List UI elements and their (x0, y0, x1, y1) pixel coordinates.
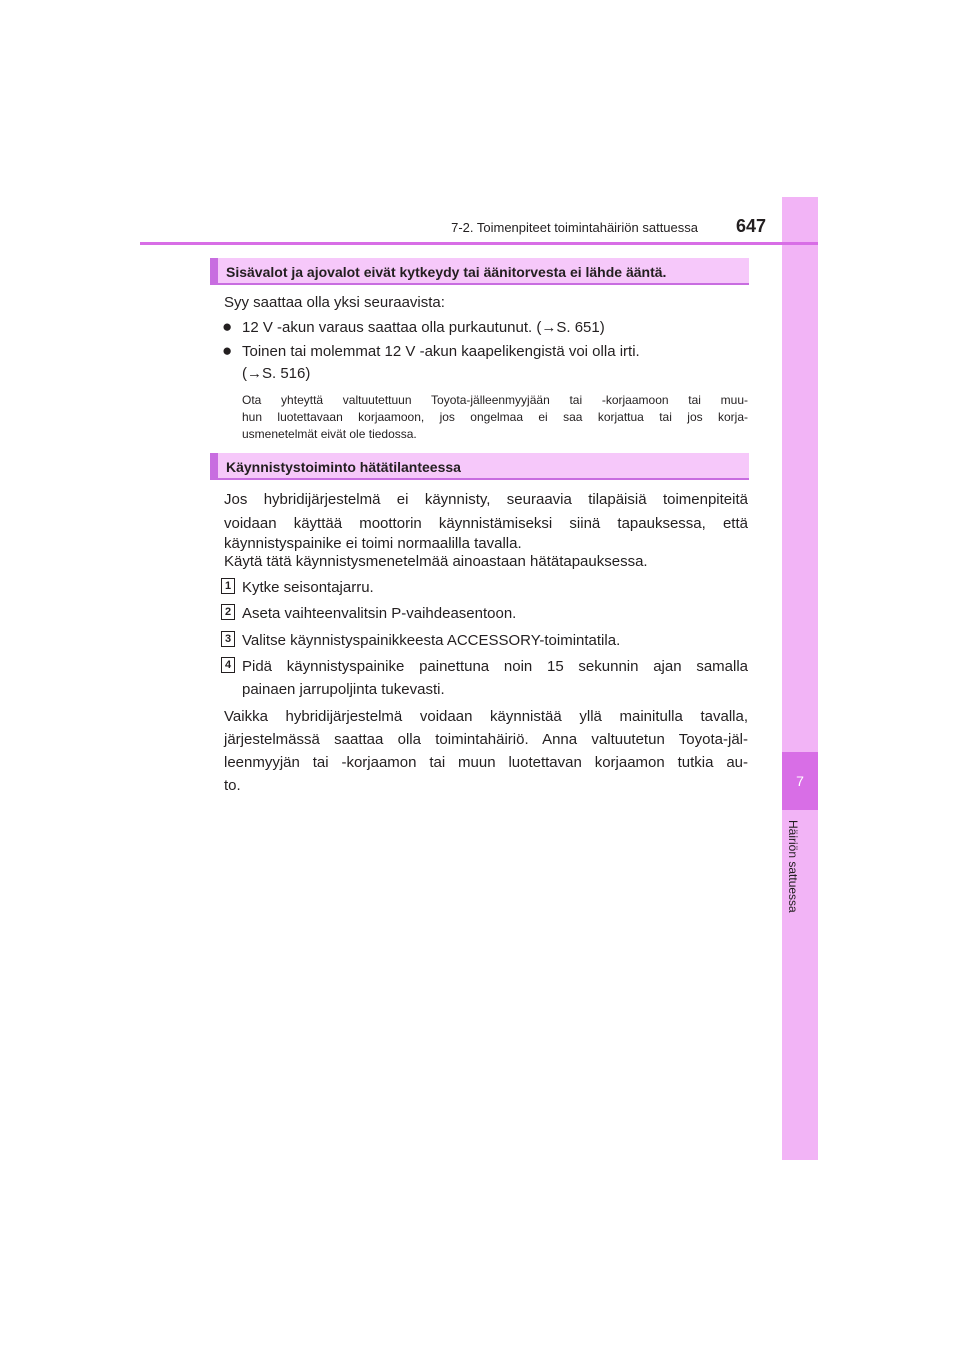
step-number-4: 4 (221, 657, 235, 673)
para2-line-3: leenmyyjän tai -korjaamon tai muun luotettavan korjaamon tutkia au- (224, 754, 748, 771)
running-header-title: 7-2. Toimenpiteet toimintahäiriön sattuessa (451, 220, 698, 235)
para2-line-1: Vaikka hybridijärjestelmä voidaan käynnistää yllä mainitulla tavalla, (224, 708, 748, 725)
section-heading-emergency-start: Käynnistystoiminto hätätilanteessa (210, 453, 749, 480)
para1-line-1: Jos hybridijärjestelmä ei käynnisty, seuraavia tilapäisiä toimenpiteitä (224, 491, 748, 508)
chapter-side-tab (782, 197, 818, 1160)
para2-line-2: järjestelmässä saattaa olla toimintahäiriö. Anna valtuutetun Toyota-jäl- (224, 731, 748, 748)
chapter-number-badge: 7 (782, 752, 818, 810)
chapter-title-vertical: Häiriön sattuessa (786, 820, 800, 913)
bullet-2-reference: (→S. 516) (242, 365, 311, 382)
step-4-text: Pidä käynnistyspainike painettuna noin 15 sekunnin ajan samalla (242, 658, 748, 675)
para1-line-2: voidaan käyttää moottorin käynnistämiseksi siinä tapauksessa, että (224, 515, 748, 532)
note-line-1: Ota yhteyttä valtuutettuun Toyota-jälleenmyyjään tai -korjaamoon tai muu- (242, 393, 748, 407)
step-4-text-cont: painaen jarrupoljinta tukevasti. (242, 681, 445, 698)
step-1-text: Kytke seisontajarru. (242, 579, 374, 596)
section1-intro: Syy saattaa olla yksi seuraavista: (224, 294, 445, 311)
bullet-item-2 (222, 340, 640, 362)
note-line-3: usmenetelmät eivät ole tiedossa. (242, 427, 417, 441)
bullet-dot: ● (222, 317, 233, 336)
page-number: 647 (736, 216, 767, 236)
step-3-text: Valitse käynnistyspainikkeesta ACCESSORY-toimintatila. (242, 632, 621, 649)
bullet-1-text: 12 V -akun varaus saattaa olla purkautunut. (→S. 651) (242, 319, 605, 336)
section-heading-lights: Sisävalot ja ajovalot eivät kytkeydy tai äänitorvesta ei lähde ääntä. (210, 258, 749, 285)
note-line-2: hun luotettavaan korjaamoon, jos ongelmaa ei saa korjattua tai jos korja- (242, 410, 748, 424)
header-rule (140, 242, 818, 245)
bullet-dot: ● (222, 341, 233, 360)
step-2-text: Aseta vaihteenvalitsin P-vaihdeasentoon. (242, 605, 517, 622)
para1-line-4: Käytä tätä käynnistysmenetelmää ainoastaan hätätapauksessa. (224, 553, 648, 570)
para2-line-4: to. (224, 777, 241, 794)
step-number-1: 1 (221, 578, 235, 594)
bullet-item-1 (222, 316, 605, 338)
step-number-3: 3 (221, 631, 235, 647)
step-number-2: 2 (221, 604, 235, 620)
bullet-2-text: Toinen tai molemmat 12 V -akun kaapelikengistä voi olla irti. (242, 343, 640, 360)
para1-line-3: käynnistyspainike ei toimi normaalilla tavalla. (224, 535, 522, 552)
